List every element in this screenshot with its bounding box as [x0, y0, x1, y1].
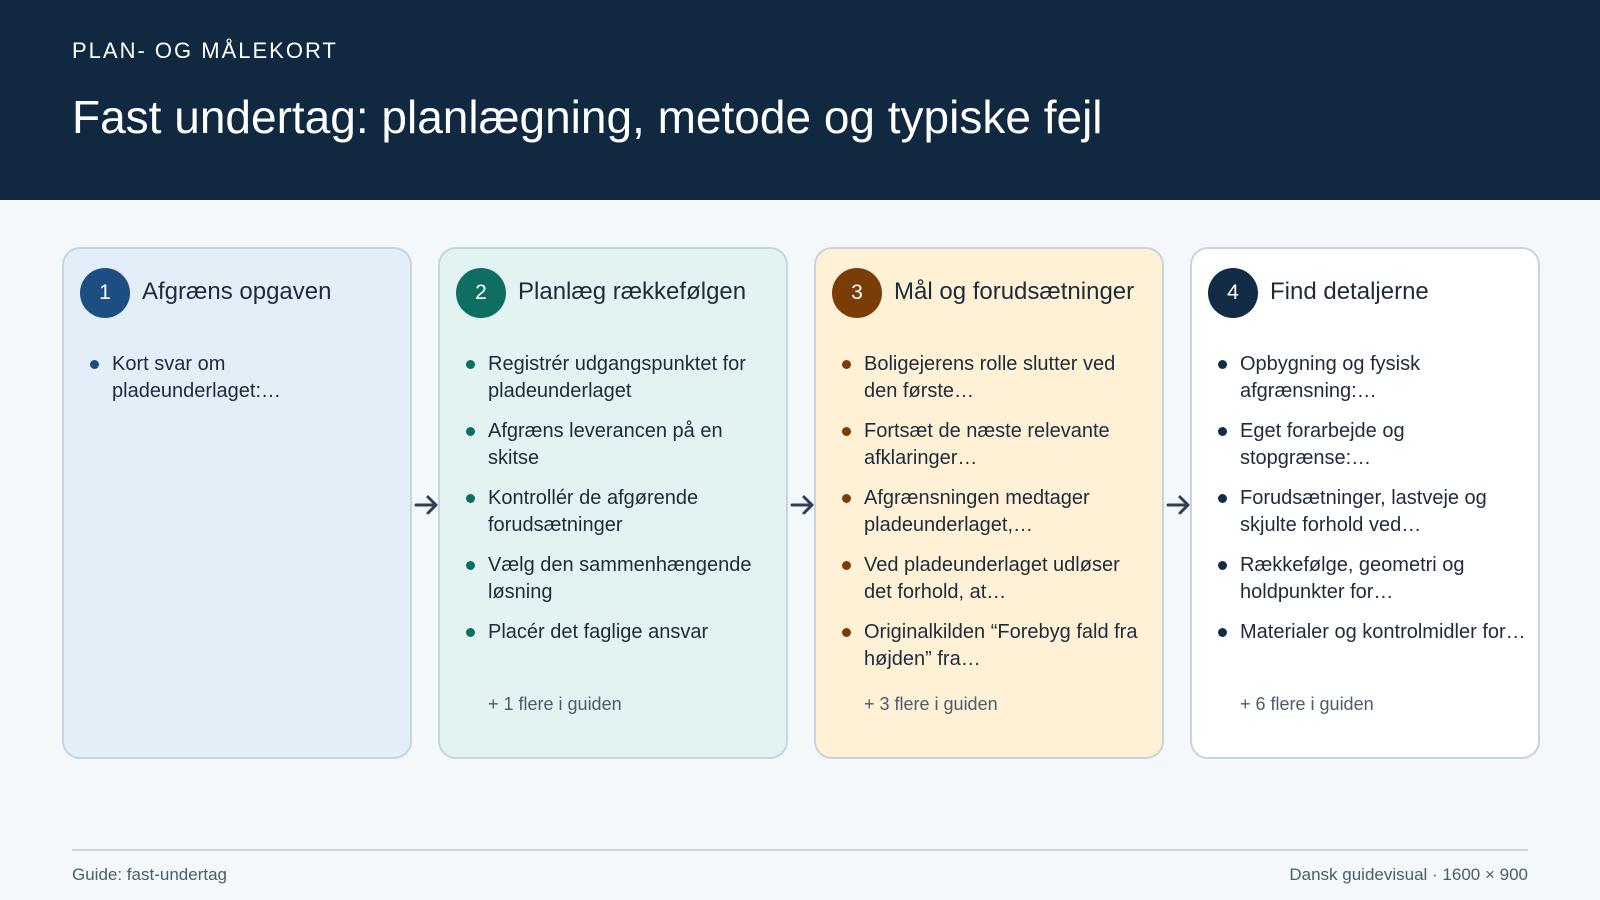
step-number-badge: 4 — [1208, 268, 1258, 318]
list-item — [464, 619, 774, 646]
list-item — [1216, 351, 1526, 405]
bullet-dot-icon — [466, 628, 475, 637]
list-item — [464, 418, 774, 472]
step-card-4 — [1190, 247, 1540, 759]
bullet-dot-icon — [466, 360, 475, 369]
bullet-dot-icon — [466, 561, 475, 570]
list-item-text: Rækkefølge, geometri og holdpunkter for… — [1240, 554, 1465, 603]
list-item-text: Ved pladeunderlaget udløser det forhold, at… — [864, 554, 1120, 603]
list-item — [840, 418, 1150, 472]
arrow-right-icon — [413, 491, 441, 519]
list-item-text: Kontrollér de afgørende forudsætninger — [488, 487, 699, 536]
step-card-header — [80, 268, 410, 320]
bullet-dot-icon — [842, 427, 851, 436]
step-card-title: Mål og forudsætninger — [894, 278, 1135, 305]
step-bullet-list — [1216, 351, 1526, 659]
list-item — [1216, 552, 1526, 606]
step-number-badge: 3 — [832, 268, 882, 318]
step-bullet-list — [464, 351, 774, 659]
step-bullet-list — [88, 351, 398, 418]
list-item-text: Originalkilden “Forebyg fald fra højden” fra… — [864, 621, 1138, 670]
step-card-header — [456, 268, 786, 320]
list-item-text: Kort svar om pladeunderlaget:… — [112, 353, 282, 402]
step-card-header — [1208, 268, 1538, 320]
list-item-text: Fortsæt de næste relevante afklaringer… — [864, 420, 1110, 469]
page-title: Fast undertag: planlægning, metode og typiske fejl — [72, 91, 1103, 143]
list-item-text: Boligejerens rolle slutter ved den første… — [864, 353, 1116, 402]
list-item — [464, 351, 774, 405]
list-item — [464, 552, 774, 606]
bullet-dot-icon — [842, 628, 851, 637]
list-item — [464, 485, 774, 539]
list-item — [840, 485, 1150, 539]
bullet-dot-icon — [842, 494, 851, 503]
step-bullet-list — [840, 351, 1150, 686]
step-card-3 — [814, 247, 1164, 759]
step-number-badge: 2 — [456, 268, 506, 318]
list-item-text: Afgræns leverancen på en skitse — [488, 420, 723, 469]
eyebrow-label: PLAN- OG MÅLEKORT — [72, 38, 338, 63]
list-item-text: Registrér udgangspunktet for pladeunderlaget — [488, 353, 746, 402]
bullet-dot-icon — [1218, 494, 1227, 503]
step-card-header — [832, 268, 1162, 320]
footer-guide-label: Guide: fast-undertag — [72, 865, 227, 884]
list-item — [840, 351, 1150, 405]
list-item-text: Placér det faglige ansvar — [488, 621, 709, 643]
bullet-dot-icon — [1218, 561, 1227, 570]
step-card-title: Find detaljerne — [1270, 278, 1429, 305]
list-item — [1216, 418, 1526, 472]
arrow-right-icon — [789, 491, 817, 519]
list-item — [1216, 619, 1526, 646]
more-in-guide-note: + 1 flere i guiden — [488, 694, 622, 714]
step-card-2 — [438, 247, 788, 759]
bullet-dot-icon — [90, 360, 99, 369]
list-item-text: Eget forarbejde og stopgrænse:… — [1240, 420, 1405, 469]
bullet-dot-icon — [466, 427, 475, 436]
step-number-badge: 1 — [80, 268, 130, 318]
list-item — [840, 619, 1150, 673]
footer-divider — [72, 849, 1528, 851]
footer-meta-label: Dansk guidevisual · 1600 × 900 — [1289, 865, 1528, 884]
list-item — [840, 552, 1150, 606]
more-in-guide-note: + 3 flere i guiden — [864, 694, 998, 714]
list-item-text: Opbygning og fysisk afgrænsning:… — [1240, 353, 1421, 402]
list-item — [88, 351, 398, 405]
step-card-title: Afgræns opgaven — [142, 278, 332, 305]
step-card-1 — [62, 247, 412, 759]
list-item — [1216, 485, 1526, 539]
list-item-text: Afgrænsningen medtager pladeunderlaget,… — [864, 487, 1090, 536]
bullet-dot-icon — [466, 494, 475, 503]
bullet-dot-icon — [842, 360, 851, 369]
bullet-dot-icon — [842, 561, 851, 570]
header-banner — [0, 0, 1600, 200]
list-item-text: Forudsætninger, lastveje og skjulte forhold ved… — [1240, 487, 1487, 536]
step-card-title: Planlæg rækkefølgen — [518, 278, 747, 305]
more-in-guide-note: + 6 flere i guiden — [1240, 694, 1374, 714]
list-item-text: Vælg den sammenhængende løsning — [488, 554, 752, 603]
bullet-dot-icon — [1218, 628, 1227, 637]
bullet-dot-icon — [1218, 360, 1227, 369]
list-item-text: Materialer og kontrolmidler for… — [1240, 621, 1526, 643]
arrow-right-icon — [1165, 491, 1193, 519]
bullet-dot-icon — [1218, 427, 1227, 436]
